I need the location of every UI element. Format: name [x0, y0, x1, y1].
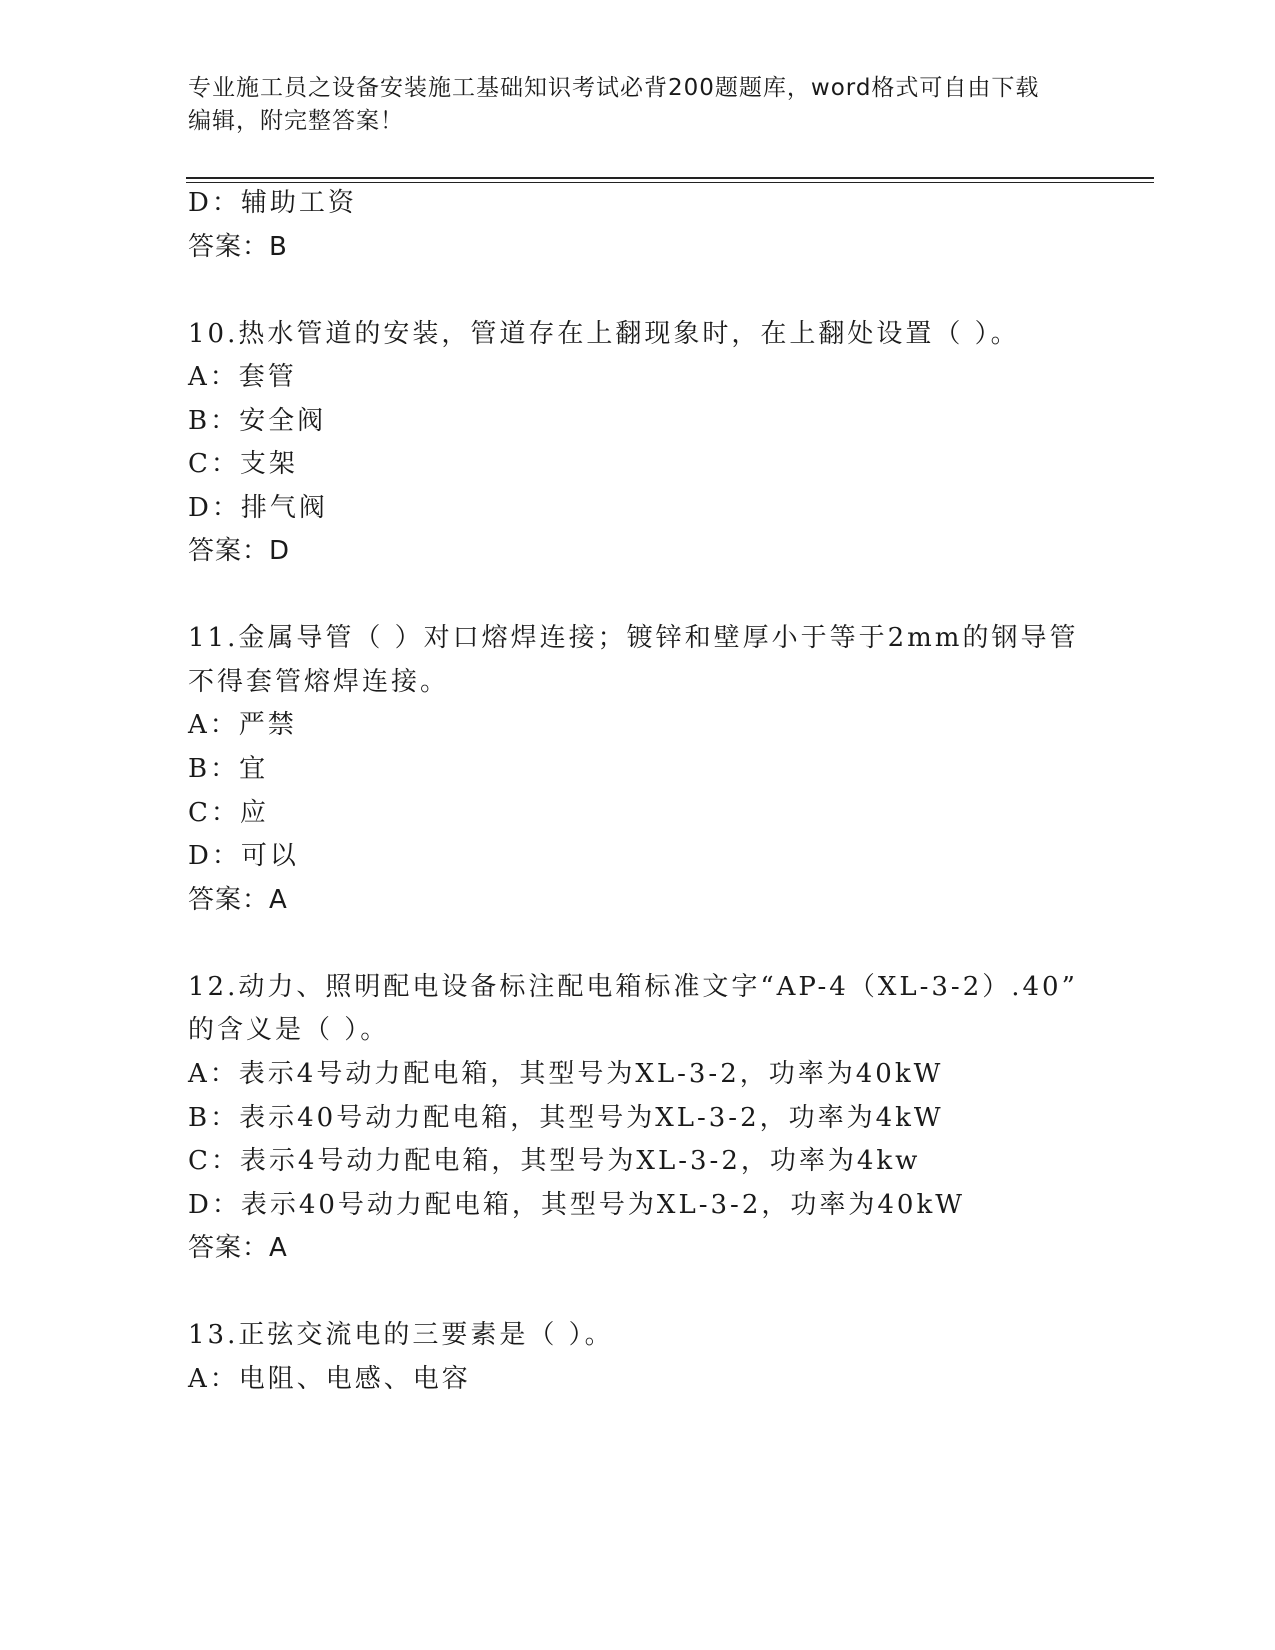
q10-answer: 答案：D — [188, 536, 291, 566]
prev-answer: 答案：B — [188, 232, 288, 262]
q11-option-a: A：严禁 — [188, 710, 297, 740]
q13-option-a: A：电阻、电感、电容 — [188, 1364, 471, 1394]
header-divider-thick — [186, 177, 1154, 179]
q12-answer: 答案：A — [188, 1233, 288, 1263]
q11-option-b: B：宜 — [188, 754, 269, 784]
q11-stem-line-2: 不得套管熔焊连接。 — [188, 667, 450, 697]
q10-option-b: B：安全阀 — [188, 406, 327, 436]
q11-stem-line-1: 11.金属导管（ ）对口熔焊连接；镀锌和壁厚小于等于2mm的钢导管 — [188, 623, 1079, 653]
q12-option-b: B：表示40号动力配电箱，其型号为XL-3-2，功率为4kW — [188, 1103, 944, 1133]
q10-option-d: D：排气阀 — [188, 493, 328, 523]
header-line-1: 专业施工员之设备安装施工基础知识考试必背200题题库，word格式可自由下载 — [188, 75, 1040, 101]
q12-option-c: C：表示4号动力配电箱，其型号为XL-3-2，功率为4kw — [188, 1146, 921, 1176]
prev-option-d: D：辅助工资 — [188, 188, 357, 218]
header-divider-thin — [186, 182, 1154, 183]
q12-stem-line-2: 的含义是（ ）。 — [188, 1015, 390, 1045]
q12-stem-line-1: 12.动力、照明配电设备标注配电箱标准文字“AP-4（XL-3-2）.40” — [188, 972, 1078, 1002]
q12-option-a: A：表示4号动力配电箱，其型号为XL-3-2，功率为40kW — [188, 1059, 944, 1089]
q12-option-d: D：表示40号动力配电箱，其型号为XL-3-2，功率为40kW — [188, 1190, 965, 1220]
q10-option-c: C：支架 — [188, 449, 298, 479]
q10-option-a: A：套管 — [188, 362, 297, 392]
q11-answer: 答案：A — [188, 885, 288, 915]
document-header — [188, 72, 1088, 138]
q13-stem: 13.正弦交流电的三要素是（ ）。 — [188, 1320, 614, 1350]
q10-stem: 10.热水管道的安装，管道存在上翻现象时，在上翻处设置（ ）。 — [188, 319, 1020, 349]
header-line-2: 编辑，附完整答案！ — [188, 108, 404, 134]
q11-option-d: D：可以 — [188, 841, 299, 871]
q11-option-c: C：应 — [188, 798, 269, 828]
